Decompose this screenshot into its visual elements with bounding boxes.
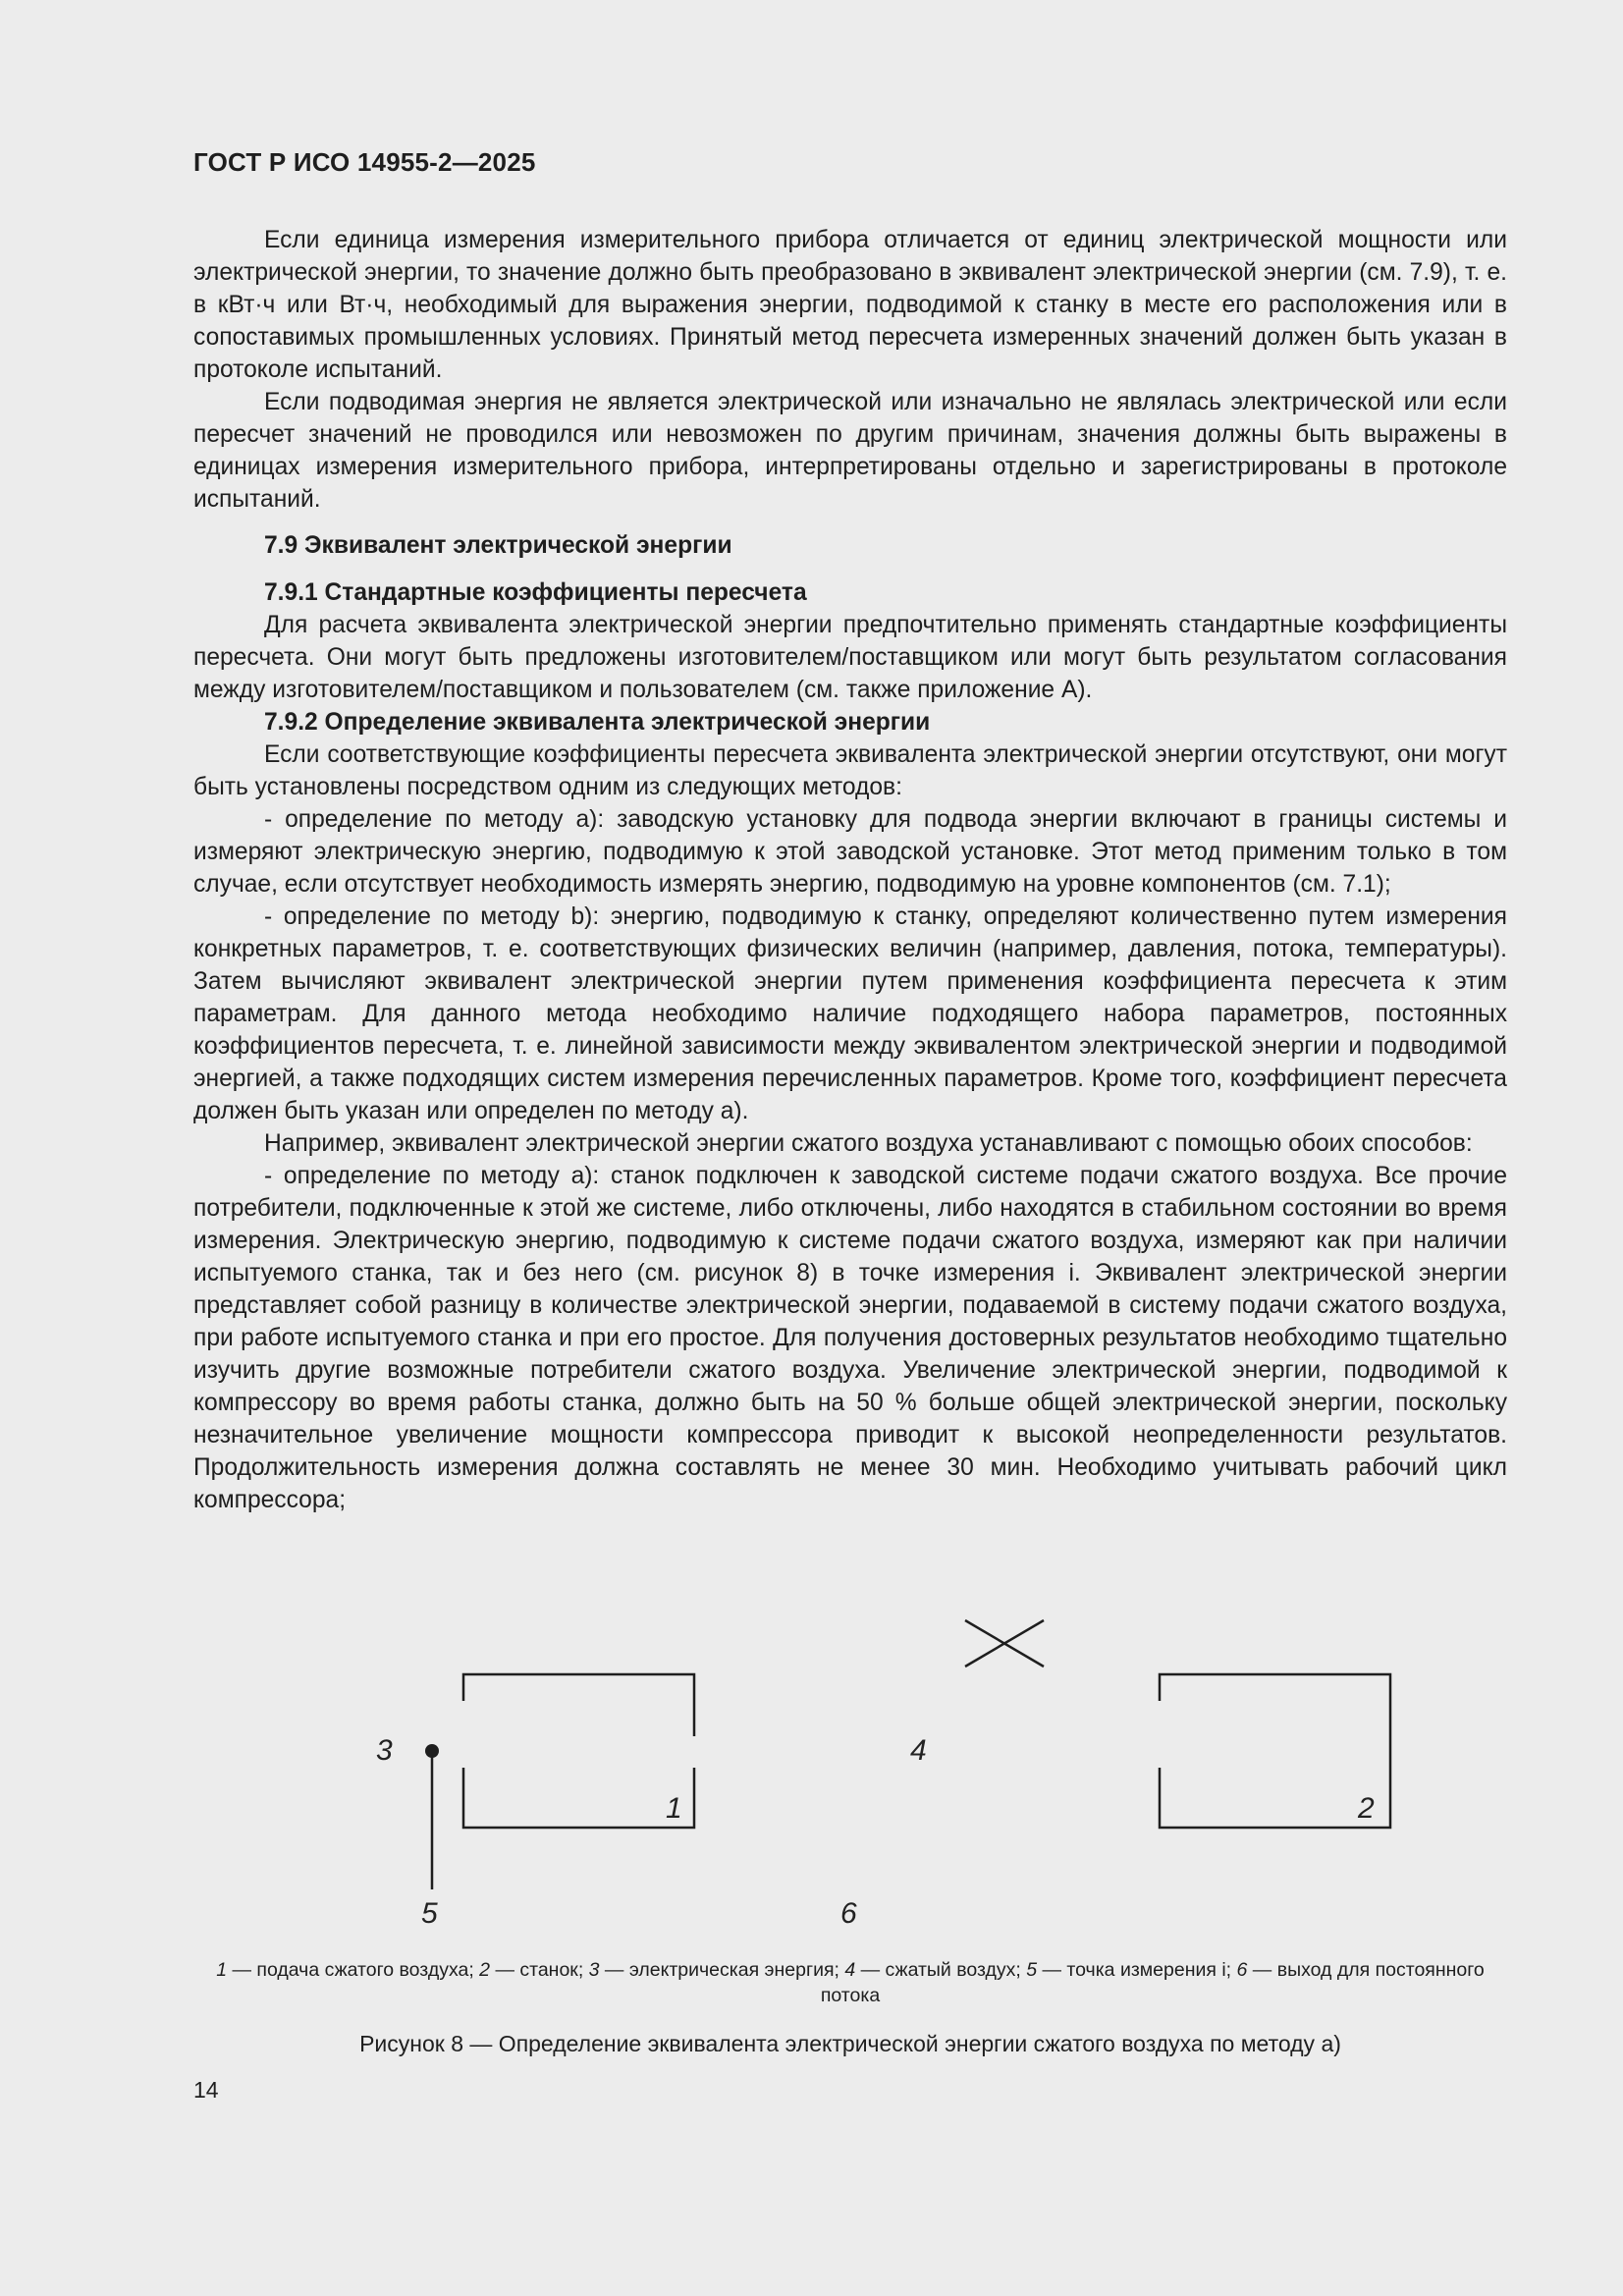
box-machine-tool bbox=[1160, 1674, 1390, 1828]
list-item-method-a: - определение по методу a): заводскую установку для подвода энергии включают в границы системы и измеряют электрическую энергию, подводимую к этой заводской установке. Этот метод применим только в том случае, если отсутствует необходимость измерять энергию, подводимую на уровне компонентов (см. 7.1); bbox=[193, 806, 1507, 898]
legend-key: 5 bbox=[1026, 1959, 1038, 1981]
section-heading-7-9-1: 7.9.1 Стандартные коэффициенты пересчета bbox=[264, 579, 807, 606]
legend-text: — электрическая энергия; bbox=[599, 1959, 845, 1981]
paragraph: Если подводимая энергия не является электрической или изначально не являлась электрической или если пересчет значений не проводился или невозможен по другим причинам, значения должны быть выражены в единицах измерения измерительного прибора, интерпретированы отдельно и зарегистрированы в протоколе испытаний. bbox=[193, 389, 1507, 513]
document-header: ГОСТ Р ИСО 14955-2—2025 bbox=[193, 147, 536, 177]
list-item-method-a-example: - определение по методу a): станок подключен к заводской системе подачи сжатого воздуха. Все прочие потребители, подключенные к этой же системе, либо отключены, либо находятся в стабильном состоянии во время измерения. Электрическую энергию, подводимую к системе подачи сжатого воздуха, измеряют как при наличии испытуемого станка, так и без него (см. рисунок 8) в точке измерения i. Эквивалент электрической энергии представляет собой разницу в количестве электрической энергии, подаваемой в систему подачи сжатого воздуха, при работе испытуемого станка и при его простое. Для получения достоверных результатов необходимо тщательно изучить другие возможные потребители сжатого воздуха. Увеличение электрической энергии, подводимой к компрессору во время работы станка, должно быть на 50 % больше общей электрической энергии, поскольку незначительное увеличение мощности компрессора приводит к высокой неопределенности результатов. Продолжительность измерения должна составлять не менее 30 мин. Необходимо учитывать рабочий цикл компрессора; bbox=[193, 1163, 1507, 1513]
figure-legend bbox=[193, 1957, 1507, 2008]
legend-key: 4 bbox=[844, 1959, 856, 1981]
legend-text: — станок; bbox=[490, 1959, 589, 1981]
legend-key: 2 bbox=[479, 1959, 491, 1981]
box-compressed-air-supply bbox=[463, 1674, 694, 1736]
paragraph: Если единица измерения измерительного прибора отличается от единиц электрической мощности или электрической энергии, то значение должно быть преобразовано в эквивалент электрической энергии (см. 7.9), т. е. в кВт·ч или Вт·ч, необходимый для выражения энергии, подводимой к станку в месте его расположения или в сопоставимых промышленных условиях. Принятый метод пересчета измеренных значений должен быть указан в протоколе испытаний. bbox=[193, 227, 1507, 383]
legend-text: — сжатый воздух; bbox=[855, 1959, 1027, 1981]
label-6: 6 bbox=[840, 1897, 857, 1930]
figure-caption: Рисунок 8 — Определение эквивалента электрической энергии сжатого воздуха по методу a) bbox=[359, 2031, 1341, 2056]
legend-key: 1 bbox=[216, 1959, 228, 1981]
legend-text: — точка измерения i; bbox=[1037, 1959, 1237, 1981]
label-3: 3 bbox=[376, 1734, 393, 1767]
legend-key: 6 bbox=[1236, 1959, 1248, 1981]
paragraph: Если соответствующие коэффициенты пересчета эквивалента электрической энергии отсутствуют, они могут быть установлены посредством одним из следующих методов: bbox=[193, 741, 1507, 800]
paragraph: Например, эквивалент электрической энергии сжатого воздуха устанавливают с помощью обоих способов: bbox=[264, 1130, 1473, 1157]
label-2: 2 bbox=[1358, 1792, 1375, 1825]
label-5: 5 bbox=[421, 1897, 438, 1930]
paragraph: Для расчета эквивалента электрической энергии предпочтительно применять стандартные коэффициенты пересчета. Они могут быть предложены изготовителем/поставщиком или могут быть результатом согласования между изготовителем/поставщиком и пользователем (см. также приложение А). bbox=[193, 612, 1507, 703]
section-heading-7-9-2: 7.9.2 Определение эквивалента электрической энергии bbox=[264, 709, 931, 736]
label-4: 4 bbox=[910, 1734, 927, 1767]
legend-key: 3 bbox=[588, 1959, 600, 1981]
box-compressed-air-supply-lower bbox=[463, 1768, 694, 1828]
label-1: 1 bbox=[666, 1792, 682, 1825]
section-heading-7-9: 7.9 Эквивалент электрической энергии bbox=[264, 532, 732, 559]
legend-text: — выход для постоянного потока bbox=[820, 1959, 1485, 2006]
measurement-point-dot bbox=[425, 1744, 439, 1758]
page-number: 14 bbox=[193, 2077, 219, 2103]
legend-text: — подача сжатого воздуха; bbox=[227, 1959, 480, 1981]
list-item-method-b: - определение по методу b): энергию, подводимую к станку, определяют количественно путем измерения конкретных параметров, т. е. соответствующих физических величин (например, давления, потока, температуры). Затем вычисляют эквивалент электрической энергии путем применения коэффициента пересчета к этим параметрам. Для данного метода необходимо наличие подходящего набора параметров, постоянных коэффициентов пересчета, т. е. линейной зависимости между эквивалентом электрической энергии и подводимой энергией, а также подходящих систем измерения перечисленных параметров. Кроме того, коэффициент пересчета должен быть указан или определен по методу a). bbox=[193, 903, 1507, 1124]
